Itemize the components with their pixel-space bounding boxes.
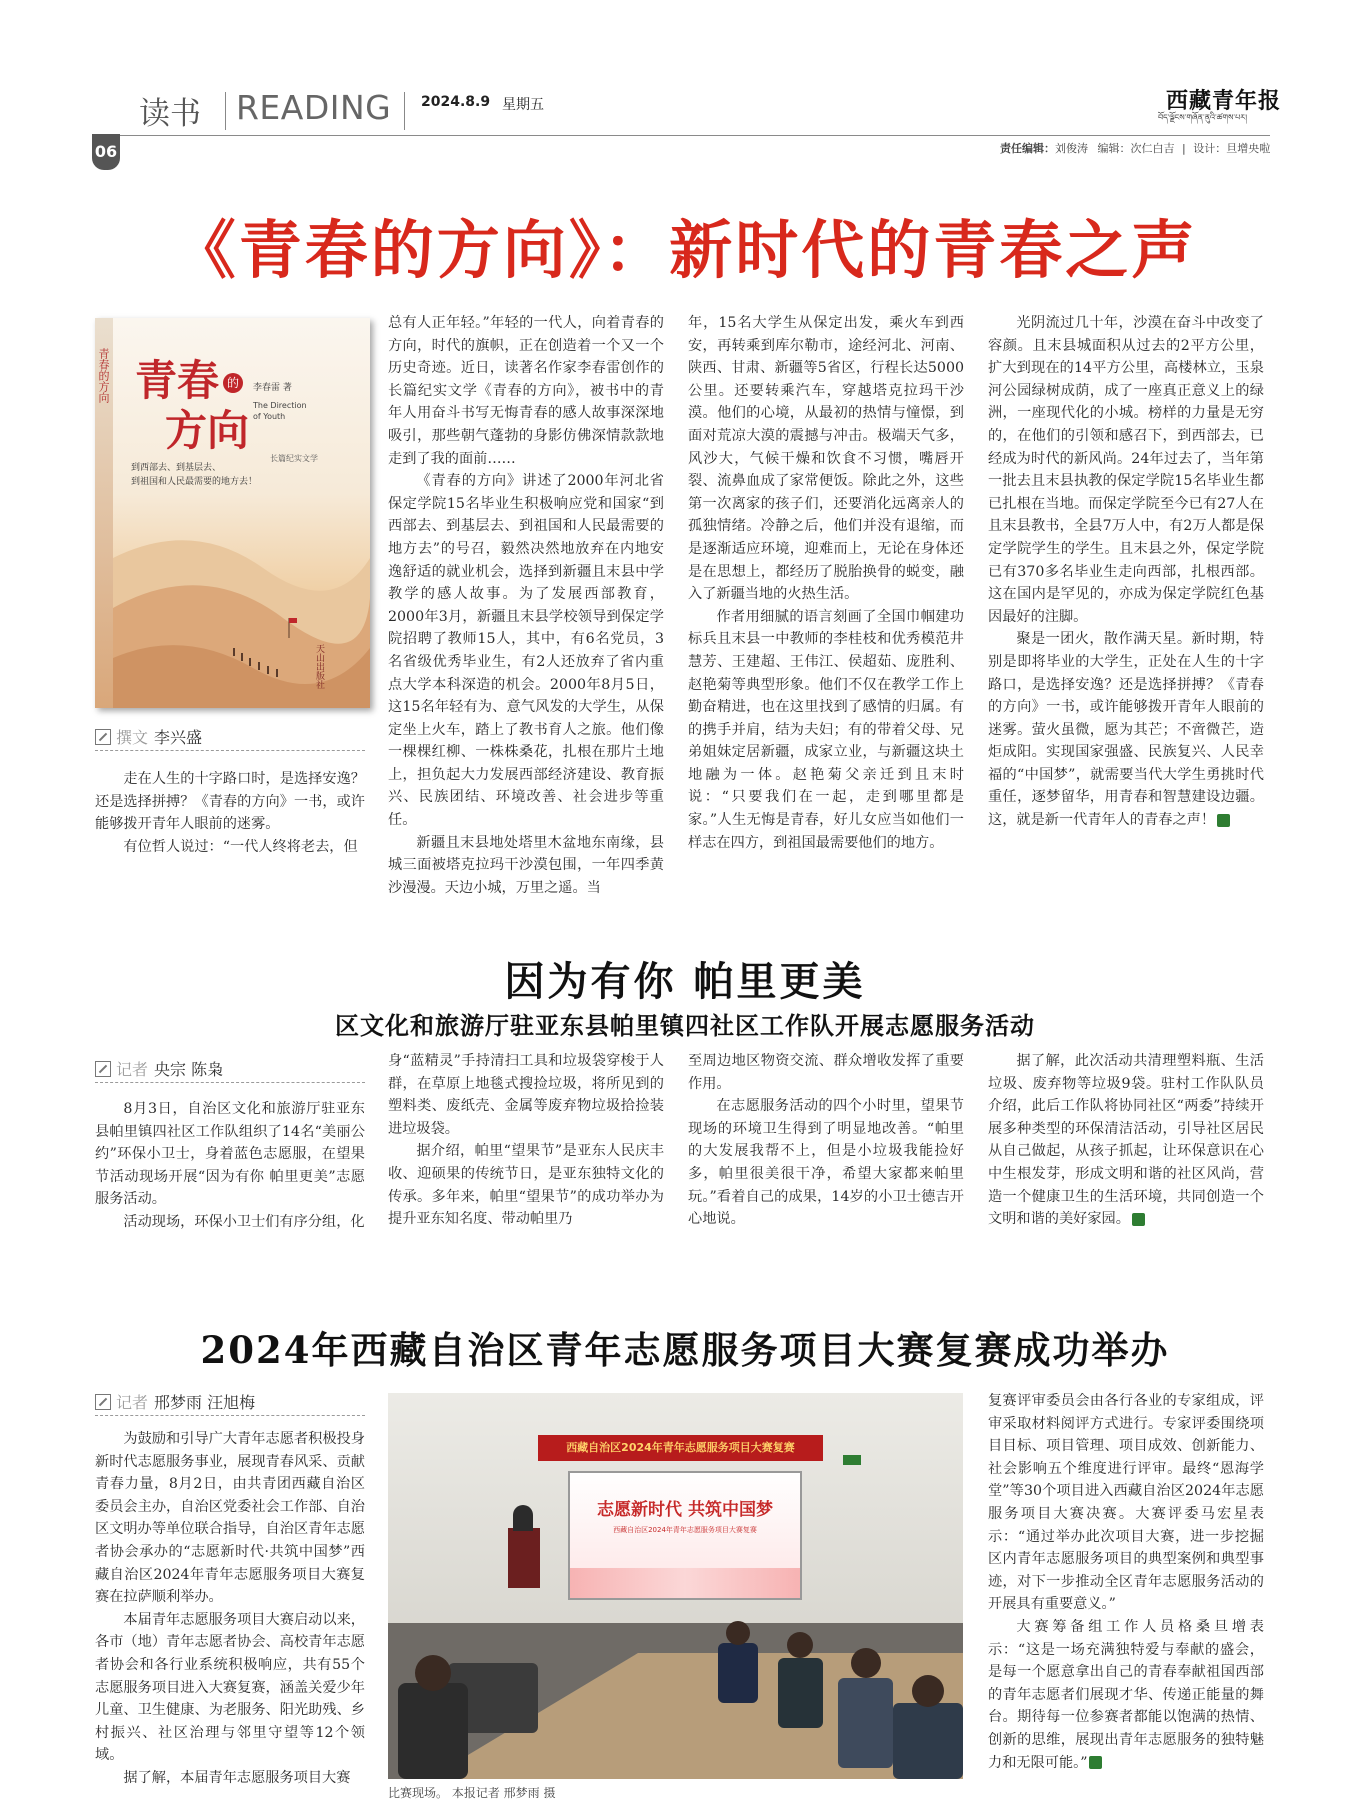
- section-cn: 读书: [139, 96, 201, 132]
- photo-banner: 西藏自治区2024年青年志愿服务项目大赛复赛: [538, 1435, 823, 1461]
- paragraph: 光阴流过几十年，沙漠在奋斗中改变了容颜。且末县城面积从过去的2平方公里，扩大到现在的14平方公里，高楼林立，玉泉河公园绿树成荫，成了一座真正意义上的绿洲，一座现代化的小城。榜样的力量是无穷的，在他们的引领和感召下，到西部去，已经成为时代的新风尚。24年过去了，当年第一批去且末县执教的保定学院15名毕业生都已扎根在当地。而保定学院至今已有27人在且末县教书，全县7万人中，有2万人都是保定学院学生的学生。且末县之外，保定学院已有370多名毕业生走向西部，扎根西部。这在国内是罕见的，亦成为保定学院红色基因最好的注脚。: [988, 315, 1264, 625]
- event-photo: [388, 1393, 963, 1779]
- book-cover: [95, 318, 370, 708]
- article3-byline: [95, 1390, 255, 1413]
- byline-name: 央宗 陈枭: [154, 1060, 224, 1079]
- section-en: READING: [236, 88, 392, 127]
- paragraph: 年，15名大学生从保定出发，乘火车到西安，再转乘到库尔勒市，途经河北、河南、陕西、甘肃、新疆等5省区，行程长达5000公里。还要转乘汽车，穿越塔克拉玛干沙漠。他们的心境，从最初的热情与憧憬，到面对荒凉大漠的震撼与冲击。极端天气多，风沙大，气候干燥和饮食不习惯，嘴唇开裂、流鼻血成了家常便饭。除此之外，这些第一次离家的孩子们，还要消化远离亲人的孤独情绪。冷静之后，他们并没有退缩，而是逐渐适应环境，迎难而上，无论在身体还是在思想上，都经历了脱胎换骨的蜕变，融入了新疆当地的火热生活。: [688, 315, 964, 603]
- book-title-line2: 方向: [165, 406, 250, 455]
- audience-people: [388, 1583, 963, 1779]
- paragraph: 《青春的方向》讲述了2000年河北省保定学院15名毕业生积极响应党和国家“到西部去、到基层去、到祖国和人民最需要的地方去”的号召，毅然决然地放弃在内地安逸舒适的就业机会，选择到新疆且末县中学教学的感人故事。为了发展西部教育，2000年3月，新疆且末县学校领导到保定学院招聘了教师15人，其中，有6名党员，3名省级优秀毕业生，有2人还放弃了省内重点大学本科深造的机会。2000年8月5日，这15名年轻有为、意气风发的大学生，从保定坐上火车，踏上了教书育人之旅。他们像一棵棵红柳、一株株桑花，扎根在那片土地上，担负起大力发展西部经济建设、教育振兴、民族团结、环境改善、社会进步等重任。: [388, 473, 664, 829]
- end-mark-icon: 青: [1089, 1756, 1102, 1769]
- book-en-title: The Direction of Youth: [253, 401, 307, 421]
- article1-column-1: [95, 768, 365, 858]
- paragraph: 8月3日，自治区文化和旅游厅驻亚东县帕里镇四社区工作队组织了14名“美丽公约”环保小卫士，身着蓝色志愿服，在望果节活动现场开展“因为有你 帕里更美”志愿服务活动。: [95, 1101, 365, 1208]
- article1-headline: 《青春的方向》：新时代的青春之声: [172, 214, 1198, 287]
- paragraph: 本届青年志愿服务项目大赛启动以来，各市（地）青年志愿者协会、高校青年志愿者协会和各行业系统积极响应，共有55个志愿服务项目进入大赛复赛，涵盖关爱少年儿童、卫生健康、为老服务、阳光助残、乡村振兴、社区治理与邻里守望等12个领域。: [95, 1611, 365, 1764]
- issue-date: 2024.8.9: [421, 94, 491, 110]
- exit-sign: [843, 1455, 861, 1465]
- desert-dunes-illustration: [113, 498, 370, 708]
- paragraph: 至周边地区物资交流、群众增收发挥了重要作用。: [688, 1053, 964, 1092]
- paragraph-text: 大赛筹备组工作人员格桑旦增表示：“这是一场充满独特爱与奉献的盛会，是每一个愿意拿出自己的青春奉献祖国西部的青年志愿者们展现才华、传递正能量的舞台。期待每一位参赛者都能以饱满的热情、创新的思维，展现出青年志愿服务的独特魅力和无限可能。”: [988, 1618, 1264, 1771]
- article3-headline: 2024年西藏自治区青年志愿服务项目大赛复赛成功举办: [200, 1328, 1170, 1372]
- copy-editor-name: 次仁白吉: [1130, 142, 1175, 155]
- article2-byline: [95, 1057, 223, 1080]
- article1-byline: [95, 725, 202, 748]
- book-title-line1: 青春: [135, 356, 220, 405]
- book-slogan-1: 到西部去、到基层去、: [131, 463, 222, 473]
- end-mark-icon: 青: [1132, 1213, 1145, 1226]
- article3-column-4: [988, 1390, 1264, 1774]
- byline-divider: [95, 1415, 365, 1416]
- paragraph: 身“蓝精灵”手持清扫工具和垃圾袋穿梭于人群，在草原上地毯式搜捡垃圾，将所见到的塑料类、废纸壳、金属等废弃物垃圾拾捡装进垃圾袋。: [388, 1053, 664, 1137]
- article1-column-3: [688, 312, 964, 854]
- designer-label: 设计：: [1193, 142, 1227, 155]
- paragraph: [988, 628, 1264, 831]
- pen-icon: [95, 1394, 111, 1410]
- designer-name: 旦增央啦: [1226, 142, 1271, 155]
- paragraph: 总有人正年轻。”年轻的一代人，向着青春的方向，时代的旗帜，正在创造着一个又一个历史奇迹。近日，读著名作家李春雷创作的长篇纪实文学《青春的方向》，被书中的青年人用奋斗书写无悔青春的感人故事深深地吸引，那些朝气蓬勃的身影仿佛深情款款地走到了我的面前……: [388, 315, 664, 467]
- article2-subtitle: 区文化和旅游厅驻亚东县帕里镇四社区工作队开展志愿服务活动: [335, 1011, 1035, 1040]
- book-publisher: 天山出版社: [314, 644, 324, 689]
- projection-screen: [568, 1471, 802, 1600]
- copy-editor-label: 编辑：: [1097, 142, 1131, 155]
- editor-label: 责任编辑：: [1000, 142, 1055, 155]
- byline-name: 邢梦雨 汪旭梅: [154, 1393, 256, 1412]
- paragraph: 作者用细腻的语言刻画了全国巾帼建功标兵且末县一中教师的李桂枝和优秀模范井慧芳、王建超、王伟江、侯超茹、庞胜利、赵艳菊等典型形象。他们不仅在教学工作上勤奋精进，也在这里找到了感情的归属。有的携手并肩，结为夫妇；有的带着父母、兄弟姐妹定居新疆，成家立业，与新疆这块土地融为一体。赵艳菊父亲迁到且末时说：“只要我们在一起，走到哪里都是家。”人生无悔是青春，好儿女应当如他们一样志在四方，到祖国最需要他们的地方。: [688, 608, 964, 851]
- paragraph: 有位哲人说过：“一代人终将老去，但: [123, 838, 358, 855]
- article3-column-1: [95, 1428, 365, 1790]
- podium: [508, 1528, 540, 1588]
- pen-icon: [95, 1061, 111, 1077]
- page-credits: 责任编辑：刘俊涛 编辑：次仁白吉 | 设计：旦增央啦: [1000, 142, 1271, 155]
- byline-divider: [95, 750, 365, 751]
- header-rule: [100, 135, 1270, 136]
- paragraph-text: 据了解，此次活动共清理塑料瓶、生活垃圾、废弃物等垃圾9袋。驻村工作队队员介绍，此后工作队将协同社区“两委”持续开展多种类型的环保清洁活动，引导社区居民从自己做起，从孩子抓起，让环保意识在心中生根发芽，形成文明和谐的社区风尚，营造一个健康卫生的生活环境，共同创造一个文明和谐的美好家园。: [988, 1053, 1264, 1228]
- byline-role: 记者: [116, 1060, 149, 1079]
- book-author: 李春雷 著: [253, 383, 292, 393]
- end-mark-icon: 青: [1217, 814, 1230, 827]
- article2-column-3: [688, 1050, 964, 1231]
- article1-column-4: [988, 312, 1264, 832]
- paragraph: [988, 1050, 1264, 1231]
- book-title-badge: 的: [223, 373, 243, 393]
- paragraph: 据介绍，帕里“望果节”是亚东人民庆丰收、迎硕果的传统节日，是亚东独特文化的传承。多年来，帕里“望果节”的成功举办为提升亚东知名度、带动帕里乃: [388, 1143, 664, 1228]
- byline-name: 李兴盛: [154, 728, 203, 747]
- book-slogan-2: 到祖国和人民最需要的地方去！: [131, 477, 258, 487]
- byline-role: 撰文: [116, 728, 149, 747]
- byline-role: 记者: [116, 1393, 149, 1412]
- pen-icon: [95, 729, 111, 745]
- article1-column-2: [388, 312, 664, 899]
- book-spine-title: 青春的方向: [97, 348, 110, 403]
- section-divider: [225, 92, 226, 130]
- speaker: [513, 1505, 533, 1531]
- byline-divider: [95, 1082, 365, 1083]
- screen-subtitle: 西藏自治区2024年青年志愿服务项目大赛复赛: [613, 1526, 757, 1534]
- photo-caption: 比赛现场。 本报记者 邢梦雨 摄: [388, 1786, 556, 1800]
- article2-column-4: [988, 1050, 1264, 1231]
- newspaper-logo-tibetan: བོད་ལྗོངས་གཞོན་ནུའི་ཚགས་པར།: [1158, 113, 1247, 122]
- newspaper-logo: 西藏青年报: [1166, 88, 1282, 114]
- paragraph-text: 聚是一团火，散作满天星。新时期，特别是即将毕业的大学生，正处在人生的十字路口，是选择安逸？还是选择拼搏？《青春的方向》一书，或许能够拨开青年人眼前的迷雾。萤火虽微，愿为其芒；不啻微芒，造炬成阳。实现国家强盛、民族复兴、人民幸福的“中国梦”，就需要当代大学生勇挑时代重任，逐梦留华，用青春和智慧建设边疆。这，就是新一代青年人的青春之声！: [988, 631, 1264, 829]
- paragraph: 在志愿服务活动的四个小时里，望果节现场的环境卫生得到了明显地改善。“帕里的大发展我帮不上，但是小垃圾我能捡好多，帕里很美很干净，希望大家都来帕里玩。”看着自己的成果，14岁的小卫士德吉开心地说。: [688, 1098, 964, 1228]
- screen-title: 志愿新时代 共筑中国梦: [597, 1500, 773, 1520]
- paragraph: 为鼓励和引导广大青年志愿者积极投身新时代志愿服务事业，展现青春风采、贡献青春力量，8月2日，由共青团西藏自治区委员会主办，自治区党委社会工作部、自治区文明办等单位联合指导，自治区青年志愿者协会承办的“志愿新时代·共筑中国梦”西藏自治区2024年青年志愿服务项目大赛复赛在拉萨顺利举办。: [95, 1431, 365, 1606]
- article2-column-1: [95, 1098, 365, 1234]
- page-number-badge: 06: [92, 134, 120, 170]
- issue-weekday: 星期五: [502, 97, 544, 113]
- paragraph: 复赛评审委员会由各行各业的专家组成，评审采取材料阅评方式进行。专家评委围绕项目目标、项目管理、项目成效、创新能力、社会影响五个维度进行评审。最终“恩海学堂”等30个项目进入西藏自治区2024年志愿服务项目大赛决赛。大赛评委马宏星表示：“通过举办此次项目大赛，进一步挖掘区内青年志愿服务项目的典型案例和典型事迹，对下一步推动全区青年志愿服务活动的开展具有重要意义。”: [988, 1393, 1264, 1613]
- article2-column-2: [388, 1050, 664, 1231]
- paragraph: 据了解，本届青年志愿服务项目大赛: [123, 1769, 351, 1786]
- paragraph: 活动现场，环保小卫士们有序分组，化: [123, 1213, 365, 1230]
- article2-headline: 因为有你 帕里更美: [504, 959, 866, 1005]
- paragraph: 新疆且末县地处塔里木盆地东南缘，县城三面被塔克拉玛干沙漠包围，一年四季黄沙漫漫。天边小城，万里之遥。当: [388, 834, 664, 896]
- editor-name: 刘俊涛: [1055, 142, 1088, 155]
- paragraph: 走在人生的十字路口时，是选择安逸？还是选择拼搏？《青春的方向》一书，或许能够拨开青年人眼前的迷雾。: [95, 771, 365, 833]
- paragraph: [988, 1616, 1264, 1774]
- header-vertical-rule: [404, 92, 405, 130]
- book-genre: 长篇纪实文学: [270, 454, 318, 463]
